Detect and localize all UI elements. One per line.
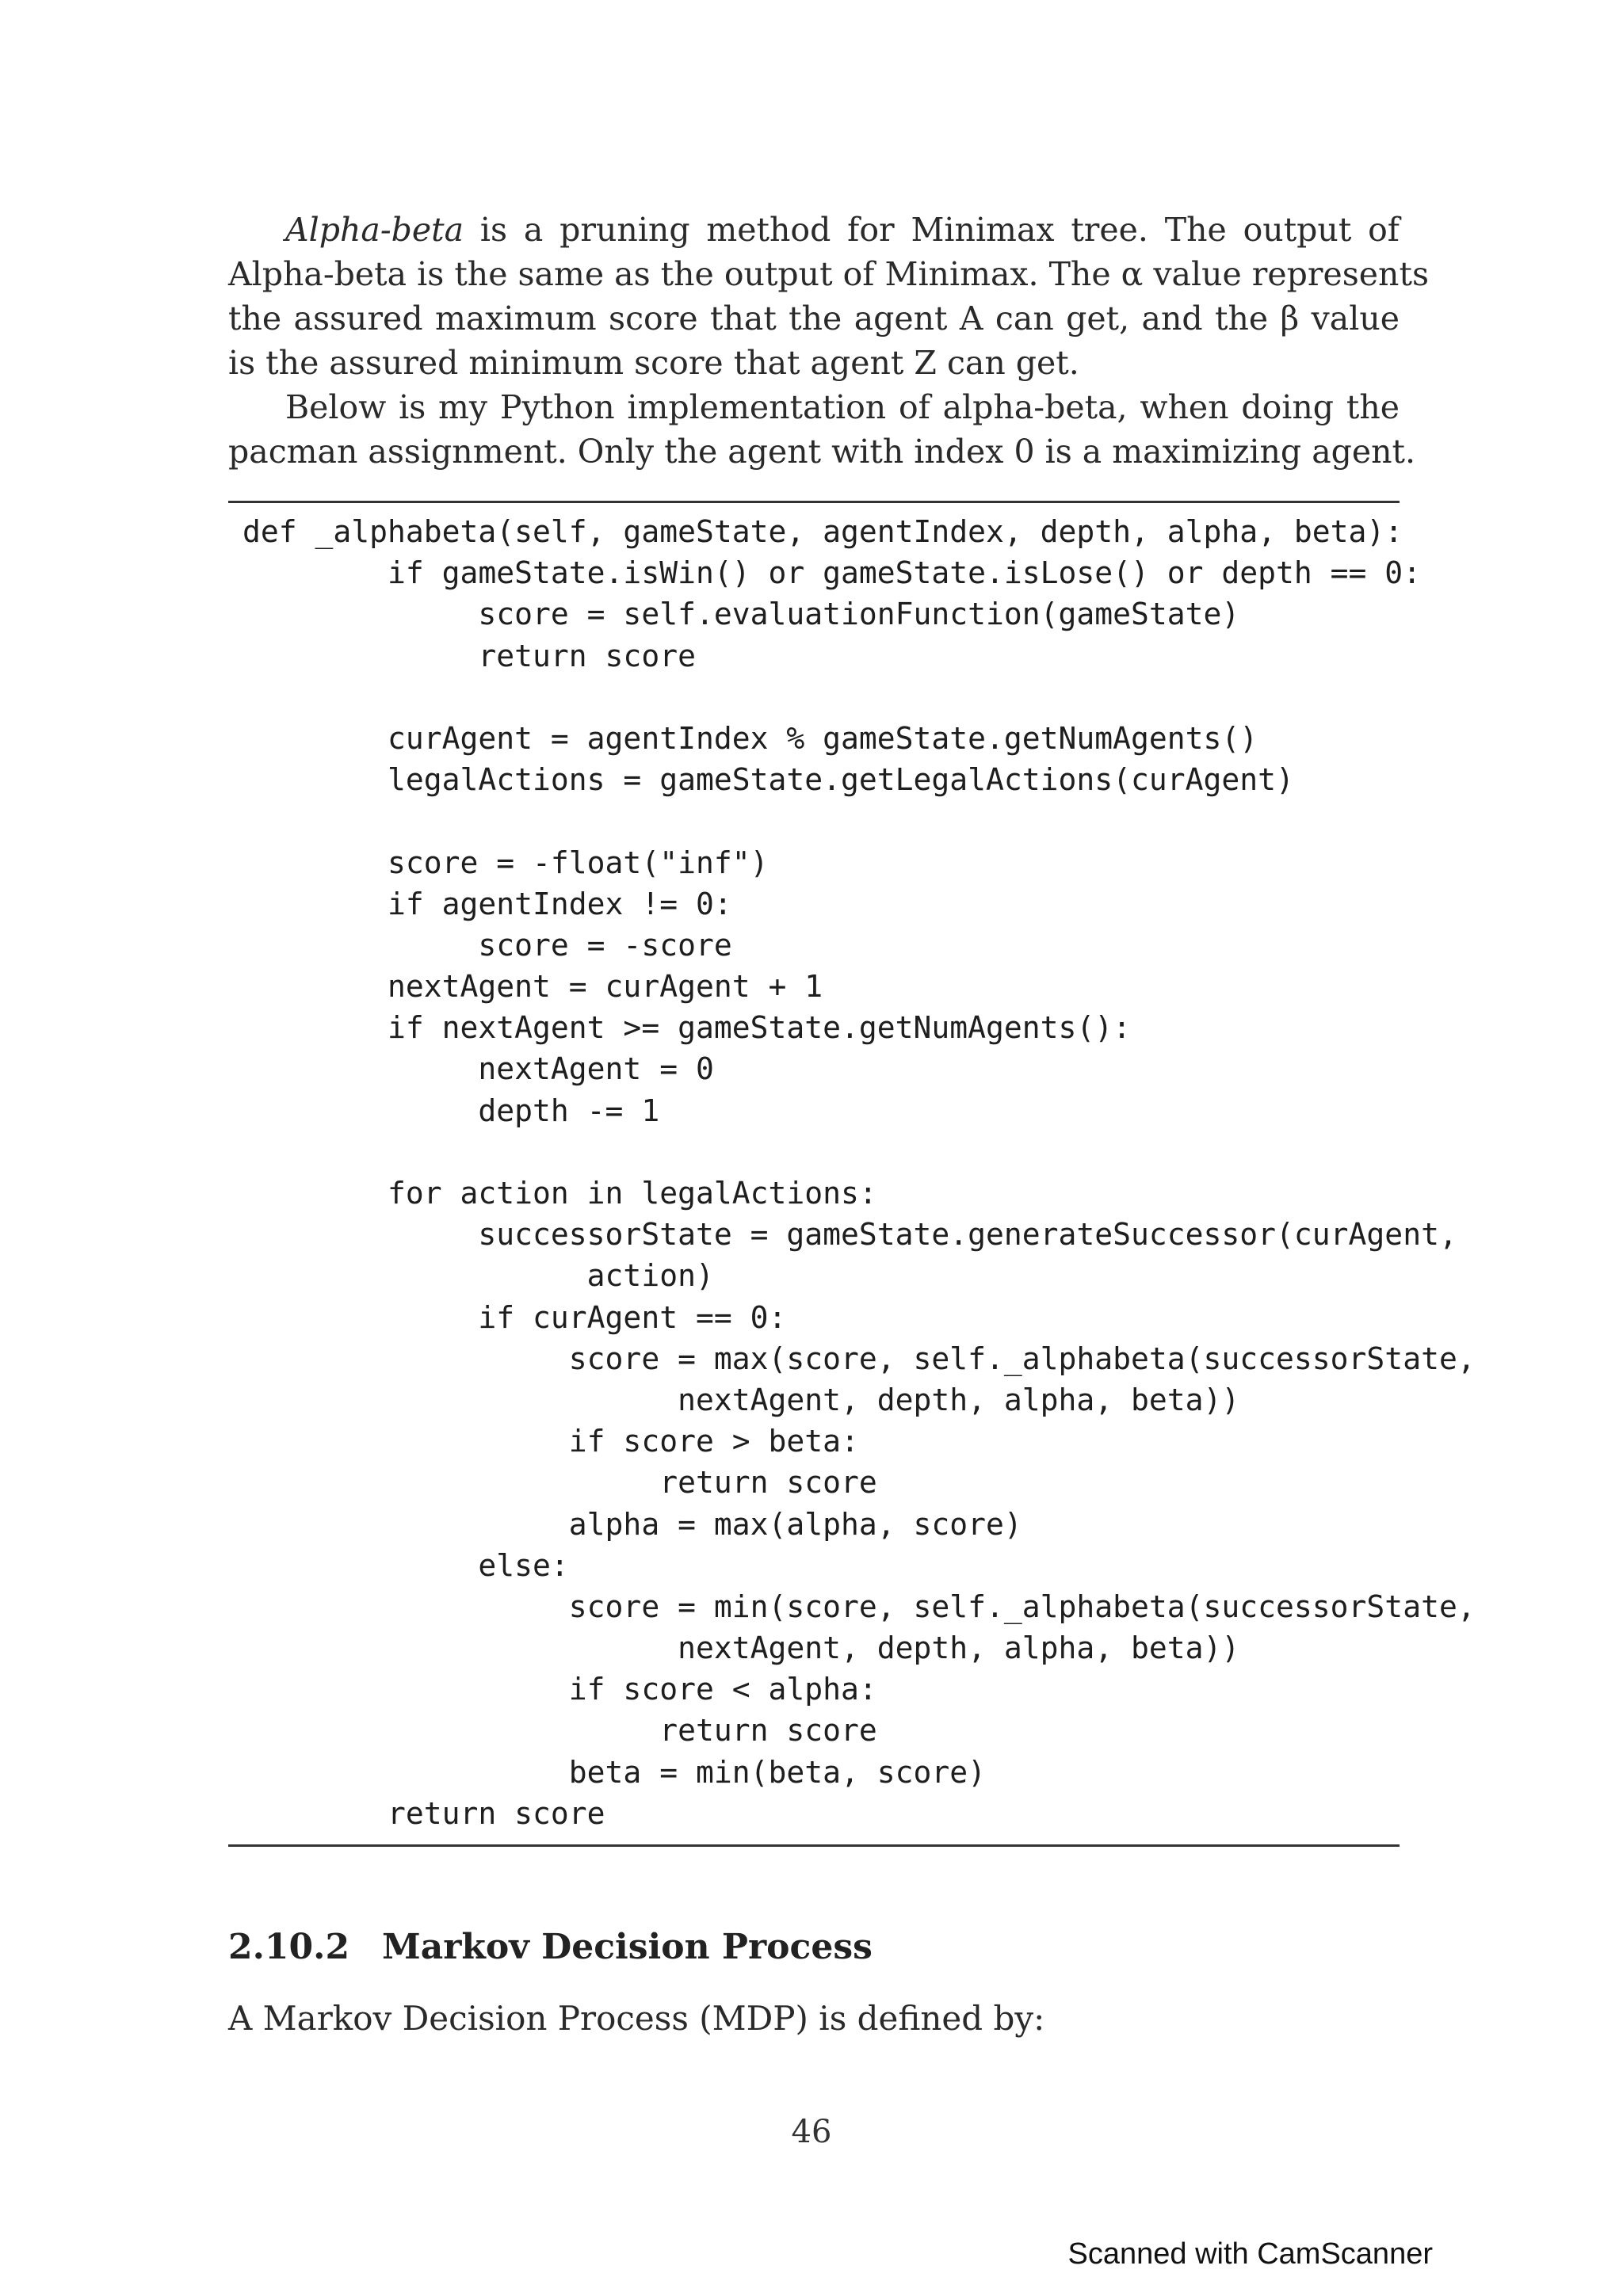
code-line: successorState = gameState.generateSuccessor(curAgent, [242, 1217, 1457, 1253]
code-line: def _alphabeta(self, gameState, agentIndex, depth, alpha, beta): [242, 514, 1403, 549]
code-line: legalActions = gameState.getLegalActions(curAgent) [242, 762, 1294, 798]
code-line: score = max(score, self._alphabeta(successorState, [242, 1341, 1476, 1376]
code-line: for action in legalActions: [242, 1176, 877, 1211]
code-line: if nextAgent >= gameState.getNumAgents(): [242, 1010, 1132, 1046]
code-line: beta = min(beta, score) [242, 1754, 986, 1790]
code-line: nextAgent, depth, alpha, beta)) [242, 1382, 1240, 1417]
code-line: return score [242, 1713, 877, 1749]
section-title: Markov Decision Process [382, 1927, 873, 1967]
code-line: if score < alpha: [242, 1672, 877, 1707]
alpha-beta-intro-paragraph [228, 208, 1429, 385]
code-line [242, 1131, 1476, 1173]
code-line: score = min(score, self._alphabeta(successorState, [242, 1589, 1476, 1624]
code-line: score = -float("inf") [242, 845, 769, 880]
code-line: return score [242, 1465, 877, 1501]
intro-line-1 [228, 208, 1400, 252]
code-line: alpha = max(alpha, score) [242, 1506, 1022, 1542]
code-line: if score > beta: [242, 1424, 859, 1459]
code-line: if gameState.isWin() or gameState.isLose() or depth == 0: [242, 555, 1422, 591]
code-line: score = -score [242, 927, 732, 963]
intro-line-4: is the assured minimum score that agent Z can get. [228, 344, 1079, 382]
camscanner-watermark: Scanned with CamScanner [1067, 2237, 1433, 2271]
mdp-intro-text: A Markov Decision Process (MDP) is defined by: [228, 1999, 1045, 2038]
alpha-beta-term: Alpha-beta [285, 211, 464, 249]
code-line [242, 677, 1476, 718]
code-line: return score [242, 1795, 605, 1831]
code-line [242, 800, 1476, 841]
intro-line-3: the assured maximum score that the agent A can get, and the β value [228, 299, 1400, 338]
page-number: 46 [791, 2114, 832, 2150]
code-line: if curAgent == 0: [242, 1299, 787, 1335]
intro-line-2: Alpha-beta is the same as the output of Minimax. The α value represents [228, 255, 1429, 293]
implementation-line-1: Below is my Python implementation of alpha-beta, when doing the [285, 388, 1400, 426]
code-listing [242, 511, 1476, 1834]
code-line: nextAgent = 0 [242, 1051, 714, 1087]
code-line: depth -= 1 [242, 1093, 660, 1128]
code-top-rule [228, 501, 1400, 503]
code-line: score = self.evaluationFunction(gameState) [242, 597, 1240, 632]
section-heading [228, 1925, 873, 1970]
code-line: nextAgent, depth, alpha, beta)) [242, 1630, 1240, 1666]
code-line: action) [242, 1258, 714, 1294]
section-number: 2.10.2 [228, 1927, 350, 1967]
code-line: nextAgent = curAgent + 1 [242, 969, 823, 1005]
code-bottom-rule [228, 1844, 1400, 1847]
code-line: if agentIndex != 0: [242, 886, 732, 921]
implementation-paragraph [228, 385, 1416, 474]
code-line: return score [242, 638, 696, 673]
code-line: else: [242, 1547, 569, 1583]
code-line: curAgent = agentIndex % gameState.getNumAgents() [242, 720, 1258, 756]
implementation-line-2: pacman assignment. Only the agent with index 0 is a maximizing agent. [228, 433, 1416, 471]
intro-line-1-text: is a pruning method for Minimax tree. The output of [464, 211, 1400, 249]
